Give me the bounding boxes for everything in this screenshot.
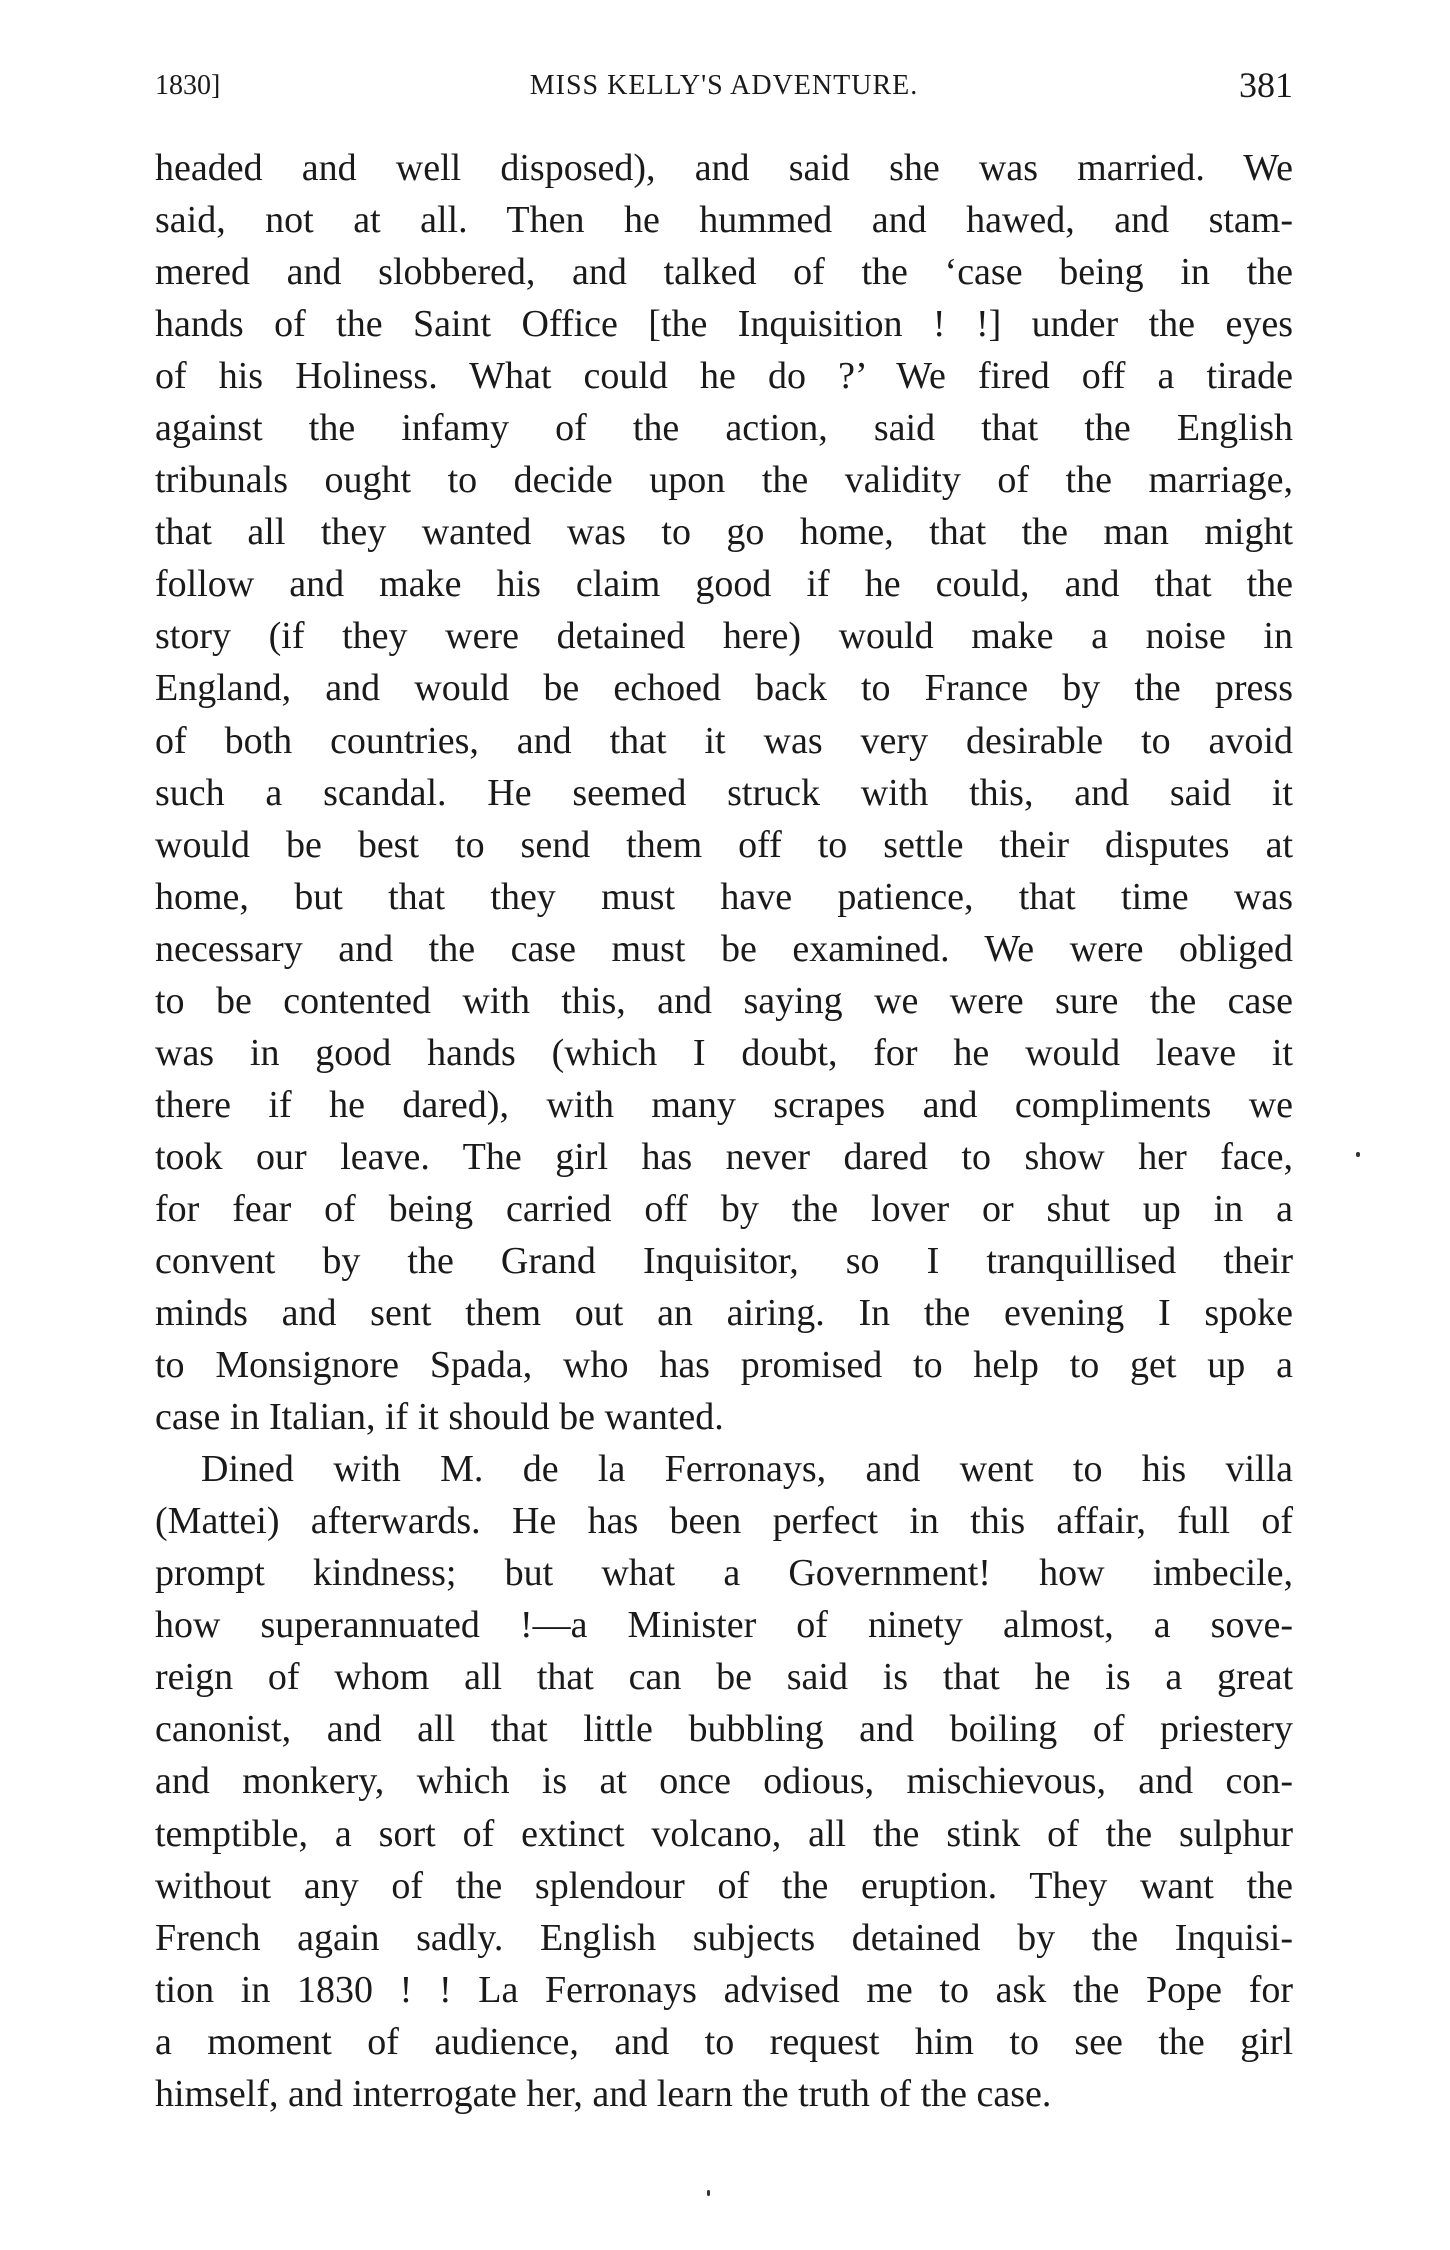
text-line: tion in 1830 ! ! La Ferronays advised me to ask the Pope for bbox=[155, 1968, 1293, 2011]
text-line: minds and sent them out an airing. In the evening I spoke bbox=[155, 1292, 1293, 1335]
text-line: headed and well disposed), and said she was married. We bbox=[155, 147, 1293, 189]
text-line: story (if they were detained here) would make a noise in bbox=[155, 615, 1293, 658]
text-line: tribunals ought to decide upon the validity of the marriage, bbox=[155, 459, 1293, 502]
text-line: French again sadly. English subjects detained by the Inquisi- bbox=[155, 1916, 1293, 1959]
text-line: reign of whom all that can be said is that he is a great bbox=[155, 1656, 1293, 1699]
text-line: that all they wanted was to go home, that the man might bbox=[155, 511, 1293, 554]
text-line: hands of the Saint Office [the Inquisition ! !] under the eyes bbox=[155, 303, 1293, 346]
stray-mark bbox=[1356, 1152, 1360, 1157]
text-line: such a scandal. He seemed struck with this, and said it bbox=[155, 771, 1293, 814]
text-line: of his Holiness. What could he do ?’ We fired off a tirade bbox=[155, 355, 1293, 398]
text-line: case in Italian, if it should be wanted. bbox=[155, 1396, 724, 1439]
text-line: against the infamy of the action, said that the English bbox=[155, 407, 1293, 450]
text-line: took our leave. The girl has never dared to show her face, bbox=[155, 1135, 1293, 1178]
running-header bbox=[155, 64, 1293, 114]
text-line: to Monsignore Spada, who has promised to help to get up a bbox=[155, 1344, 1293, 1387]
text-line: temptible, a sort of extinct volcano, all the stink of the sulphur bbox=[155, 1812, 1293, 1855]
page-number: 381 bbox=[1239, 65, 1293, 105]
text-line: how superannuated !—a Minister of ninety almost, a sove- bbox=[155, 1604, 1293, 1647]
header-title: MISS KELLY'S ADVENTURE. bbox=[529, 70, 919, 101]
paragraph bbox=[155, 142, 1293, 1443]
text-line: (Mattei) afterwards. He has been perfect in this affair, full of bbox=[155, 1500, 1293, 1543]
text-line: of both countries, and that it was very desirable to avoid bbox=[155, 719, 1293, 762]
text-line: there if he dared), with many scrapes and compliments we bbox=[155, 1083, 1293, 1126]
text-line: necessary and the case must be examined. We were obliged bbox=[155, 927, 1293, 970]
text-line: himself, and interrogate her, and learn the truth of the case. bbox=[155, 2072, 1052, 2115]
text-line: home, but that they must have patience, that time was bbox=[155, 875, 1293, 918]
stray-mark bbox=[707, 2190, 710, 2196]
text-line: follow and make his claim good if he could, and that the bbox=[155, 563, 1293, 606]
paragraph bbox=[155, 1443, 1293, 2120]
text-line: canonist, and all that little bubbling and boiling of priestery bbox=[155, 1708, 1293, 1751]
text-line: convent by the Grand Inquisitor, so I tranquillised their bbox=[155, 1239, 1293, 1282]
text-line: for fear of being carried off by the lover or shut up in a bbox=[155, 1187, 1293, 1230]
text-line: without any of the splendour of the eruption. They want the bbox=[155, 1864, 1293, 1907]
text-line: prompt kindness; but what a Government! how imbecile, bbox=[155, 1552, 1293, 1595]
text-line: a moment of audience, and to request him to see the girl bbox=[155, 2020, 1293, 2063]
text-line: England, and would be echoed back to France by the press bbox=[155, 667, 1293, 710]
text-line: mered and slobbered, and talked of the ‘case being in the bbox=[155, 251, 1293, 294]
text-line: was in good hands (which I doubt, for he would leave it bbox=[155, 1031, 1293, 1074]
header-year: 1830] bbox=[155, 70, 221, 101]
text-line: would be best to send them off to settle their disputes at bbox=[155, 823, 1293, 866]
text-line: Dined with M. de la Ferronays, and went to his villa bbox=[201, 1448, 1293, 1491]
page-body bbox=[155, 142, 1293, 2120]
text-line: to be contented with this, and saying we were sure the case bbox=[155, 979, 1293, 1022]
text-line: and monkery, which is at once odious, mischievous, and con- bbox=[155, 1760, 1293, 1803]
text-line: said, not at all. Then he hummed and hawed, and stam- bbox=[155, 199, 1293, 242]
